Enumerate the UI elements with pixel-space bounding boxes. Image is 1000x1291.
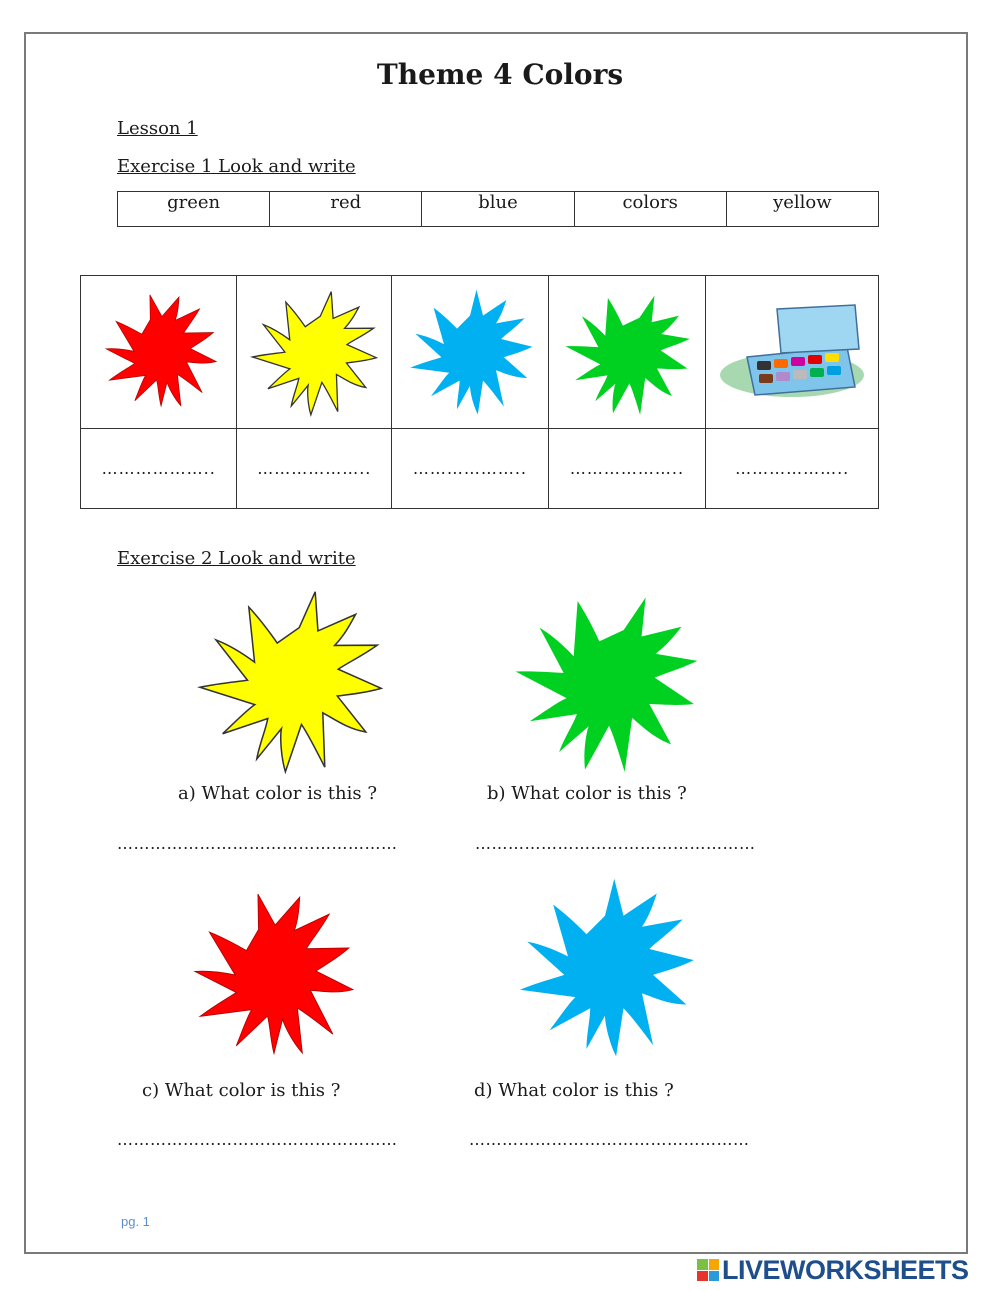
question-b: b) What color is this ?	[487, 783, 687, 804]
paint-palette-icon	[717, 297, 867, 407]
answer-blank[interactable]: ………………..	[548, 429, 706, 509]
answer-line-a[interactable]: ……………………………………………	[117, 834, 398, 853]
green-splat-icon	[562, 287, 692, 417]
picture-cell	[237, 276, 392, 429]
yellow-splat-icon	[190, 585, 390, 775]
word-bank-item: blue	[422, 192, 574, 227]
liveworksheets-logo-icon	[697, 1259, 719, 1281]
brand-logo	[697, 1256, 969, 1284]
red-splat-icon	[185, 890, 357, 1062]
answer-blank[interactable]: ………………..	[392, 429, 549, 509]
answer-line-c[interactable]: ……………………………………………	[117, 1130, 398, 1149]
picture-cell	[548, 276, 706, 429]
picture-cell	[392, 276, 549, 429]
green-splat-icon	[508, 585, 703, 775]
picture-cell	[81, 276, 237, 429]
lesson-heading: Lesson 1	[117, 118, 198, 139]
red-splat-icon	[99, 292, 219, 412]
page-title: Theme 4 Colors	[376, 58, 624, 91]
picture-table	[80, 275, 879, 509]
question-a: a) What color is this ?	[178, 783, 378, 804]
answer-blank[interactable]: ………………..	[81, 429, 237, 509]
word-bank-item: green	[118, 192, 270, 227]
brand-name: LIVEWORKSHEETS	[722, 1254, 969, 1285]
question-d: d) What color is this ?	[474, 1080, 674, 1101]
answer-blank[interactable]: ………………..	[706, 429, 879, 509]
question-c: c) What color is this ?	[142, 1080, 341, 1101]
word-bank	[117, 191, 879, 227]
answer-line-d[interactable]: ……………………………………………	[469, 1130, 750, 1149]
exercise-1-heading: Exercise 1 Look and write	[117, 156, 356, 177]
answer-blank[interactable]: ………………..	[237, 429, 392, 509]
yellow-splat-icon	[249, 287, 379, 417]
exercise-2-heading: Exercise 2 Look and write	[117, 548, 356, 569]
word-bank-item: colors	[574, 192, 726, 227]
word-bank-item: red	[270, 192, 422, 227]
blue-splat-icon	[510, 875, 700, 1060]
picture-cell	[706, 276, 879, 429]
page-number: pg. 1	[121, 1214, 150, 1229]
answer-line-b[interactable]: ……………………………………………	[475, 834, 756, 853]
word-bank-item: yellow	[726, 192, 878, 227]
blue-splat-icon	[405, 287, 535, 417]
